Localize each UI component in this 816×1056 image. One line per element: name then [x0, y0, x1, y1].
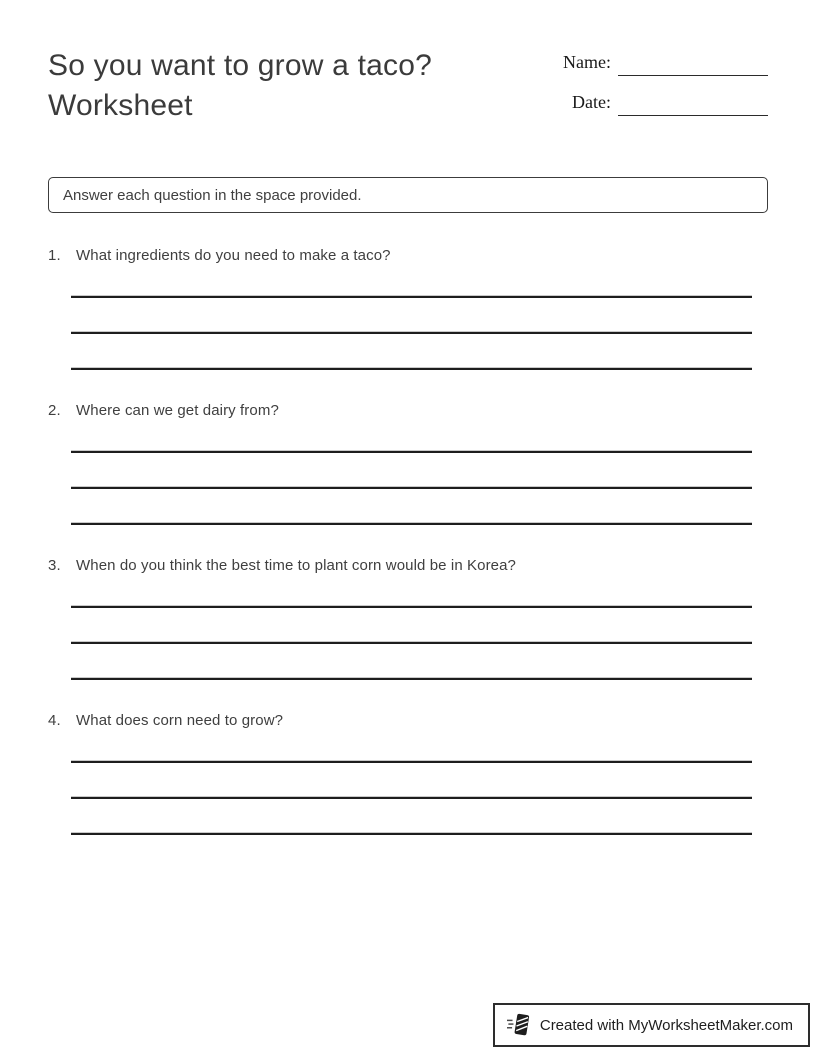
header-fields [563, 52, 768, 116]
answer-line [71, 367, 752, 370]
answer-area [71, 450, 752, 525]
question-row [48, 556, 768, 576]
question-item-2 [48, 401, 768, 525]
answer-line [71, 796, 752, 799]
answer-area [71, 295, 752, 370]
question-number: 2. [48, 402, 61, 419]
question-number: 1. [48, 247, 61, 264]
page-title: So you want to grow a taco? Worksheet [48, 49, 432, 122]
name-blank-line [618, 52, 768, 76]
answer-line [71, 295, 752, 298]
instructions-text: Answer each question in the space provided. [63, 186, 362, 204]
name-label: Name: [563, 52, 611, 72]
date-label: Date: [572, 92, 611, 112]
answer-area [71, 605, 752, 680]
date-field-row [563, 92, 768, 116]
question-item-3 [48, 556, 768, 680]
answer-line [71, 832, 752, 835]
question-row [48, 401, 768, 421]
question-number: 4. [48, 712, 61, 729]
date-blank-line [618, 92, 768, 116]
answer-line [71, 450, 752, 453]
answer-line [71, 641, 752, 644]
question-row [48, 246, 768, 266]
answer-line [71, 677, 752, 680]
question-row [48, 711, 768, 731]
question-text: When do you think the best time to plant corn would be in Korea? [76, 557, 516, 574]
answer-line [71, 522, 752, 525]
question-text: Where can we get dairy from? [76, 402, 279, 419]
name-field-row [563, 52, 768, 76]
question-text: What ingredients do you need to make a taco? [76, 247, 391, 264]
footer-credit-text: Created with MyWorksheetMaker.com [539, 1016, 793, 1034]
worksheet-maker-logo-icon [507, 1012, 531, 1038]
answer-line [71, 486, 752, 489]
footer-credit-badge [493, 1003, 810, 1047]
answer-area [71, 760, 752, 835]
questions-list [48, 246, 768, 835]
question-number: 3. [48, 557, 61, 574]
answer-line [71, 331, 752, 334]
question-text: What does corn need to grow? [76, 712, 284, 729]
question-item-1 [48, 246, 768, 370]
instructions-box [48, 177, 768, 213]
answer-line [71, 605, 752, 608]
question-item-4 [48, 711, 768, 835]
header [48, 46, 768, 126]
answer-line [71, 760, 752, 763]
